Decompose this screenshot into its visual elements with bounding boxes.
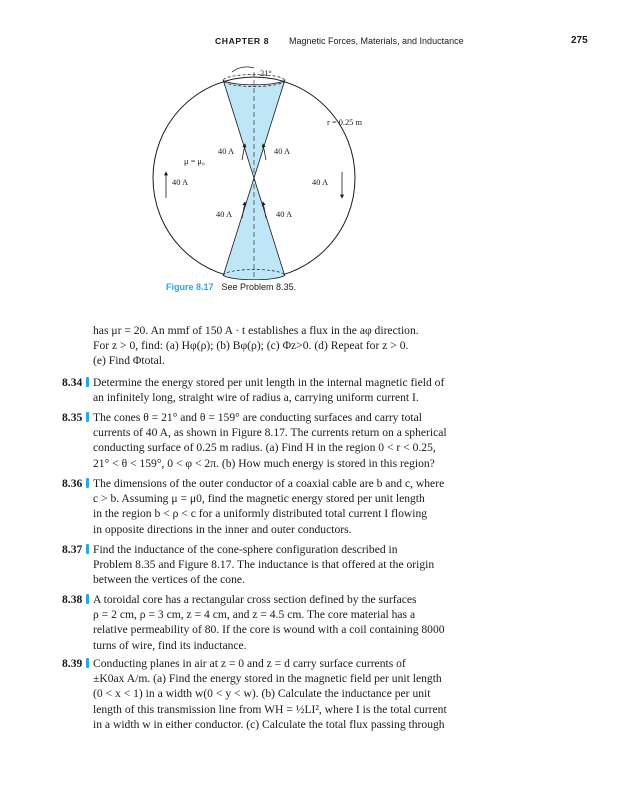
difficulty-bar (86, 544, 89, 554)
difficulty-bar (86, 377, 89, 387)
problem-line: The cones θ = 21° and θ = 159° are conducting surfaces and carry total (93, 411, 422, 424)
chapter-label: CHAPTER 8 (215, 36, 270, 46)
current-arrow-upper-left (242, 144, 245, 160)
page-number: 275 (571, 35, 588, 46)
problem-text (93, 410, 503, 471)
problem-line: turns of wire, find its inductance. (93, 638, 247, 652)
figure-caption (166, 282, 296, 292)
current-label-lower-right: 40 A (276, 210, 293, 219)
problem-line: 21° < θ < 159°, 0 < φ < 2π. (b) How much energy is stored in this region? (93, 456, 435, 470)
problem-line: (0 < x < 1) in a width w(0 < y < w). (b) Calculate the inductance per unit (93, 687, 431, 701)
angle-label: 21° (260, 69, 272, 78)
angle-arc (232, 67, 254, 72)
current-arrow-upper-right (263, 144, 266, 160)
problem-line: Find the inductance of the cone-sphere configuration described in (93, 543, 398, 556)
carryover-line: (e) Find Φtotal. (93, 353, 165, 367)
current-label-lower-left: 40 A (216, 210, 233, 219)
problem-number: 8.37 (62, 543, 83, 556)
problem-line: currents of 40 A, as shown in Figure 8.17. The currents return on a spherical (93, 426, 447, 440)
problem-number: 8.34 (62, 376, 83, 389)
difficulty-bar (86, 658, 89, 668)
problem-line: A toroidal core has a rectangular cross section defined by the surfaces (93, 593, 417, 606)
carryover-line: has μr = 20. An mmf of 150 A · t establishes a flux in the aφ direction. (93, 324, 419, 337)
problem-text (93, 375, 503, 405)
problem-text (93, 656, 503, 732)
difficulty-bar (86, 478, 89, 488)
current-label-left: 40 A (172, 178, 189, 187)
radius-label: r = 0.25 m (327, 118, 362, 127)
problem-line: in the region b < ρ < c for a uniformly distributed total current I flowing (93, 507, 428, 521)
problem-number: 8.39 (62, 657, 83, 670)
problem-line: conducting surface of 0.25 m radius. (a) Find H in the region 0 < r < 0.25, (93, 441, 436, 455)
problem-line: ρ = 2 cm, ρ = 3 cm, z = 4 cm, and z = 4.5 cm. The core material has a (93, 608, 416, 622)
difficulty-bar (86, 412, 89, 422)
problem-line: between the vertices of the cone. (93, 573, 245, 587)
running-header (0, 36, 627, 52)
problem-number: 8.38 (62, 593, 83, 606)
current-label-upper-left: 40 A (218, 147, 235, 156)
figure-caption-label: Figure 8.17 (166, 282, 214, 292)
problem-line: length of this transmission line from WH = ½LI², where I is the total current (93, 702, 447, 716)
problem-number: 8.35 (62, 411, 83, 424)
problem-text (93, 592, 503, 653)
problem-line: Conducting planes in air at z = 0 and z = d carry surface currents of (93, 657, 406, 670)
problem-text (93, 542, 503, 588)
problem-text (93, 476, 503, 537)
carryover-line: For z > 0, find: (a) Hφ(ρ); (b) Bφ(ρ); (c) Φz>0. (d) Repeat for z > 0. (93, 338, 409, 352)
chapter-title: Magnetic Forces, Materials, and Inductance (289, 36, 464, 46)
figure-caption-text: See Problem 8.35. (221, 282, 297, 292)
current-label-right: 40 A (312, 178, 329, 187)
problem-line: relative permeability of 80. If the core is wound with a coil containing 8000 (93, 623, 445, 637)
problem-line: an infinitely long, straight wire of radius a, carrying uniform current I. (93, 391, 419, 405)
problem-line: c > b. Assuming μ = μ0, find the magnetic energy stored per unit length (93, 492, 425, 506)
figure-cone-sphere (150, 58, 370, 280)
problem-line: Determine the energy stored per unit length in the internal magnetic field of (93, 376, 445, 389)
problem-line: in a width w in either conductor. (c) Calculate the total flux passing through (93, 717, 445, 731)
problem-line: The dimensions of the outer conductor of a coaxial cable are b and c, where (93, 477, 445, 490)
problem-line: in opposite directions in the inner and outer conductors. (93, 522, 352, 536)
problem-line: ±K0ax A/m. (a) Find the energy stored in the magnetic field per unit length (93, 672, 442, 686)
mu-label: μ = μ₀ (184, 157, 205, 166)
carryover-paragraph (93, 324, 493, 368)
problem-number: 8.36 (62, 477, 83, 490)
difficulty-bar (86, 594, 89, 604)
current-label-upper-right: 40 A (274, 147, 291, 156)
problem-line: Problem 8.35 and Figure 8.17. The inductance is that offered at the origin (93, 558, 435, 572)
